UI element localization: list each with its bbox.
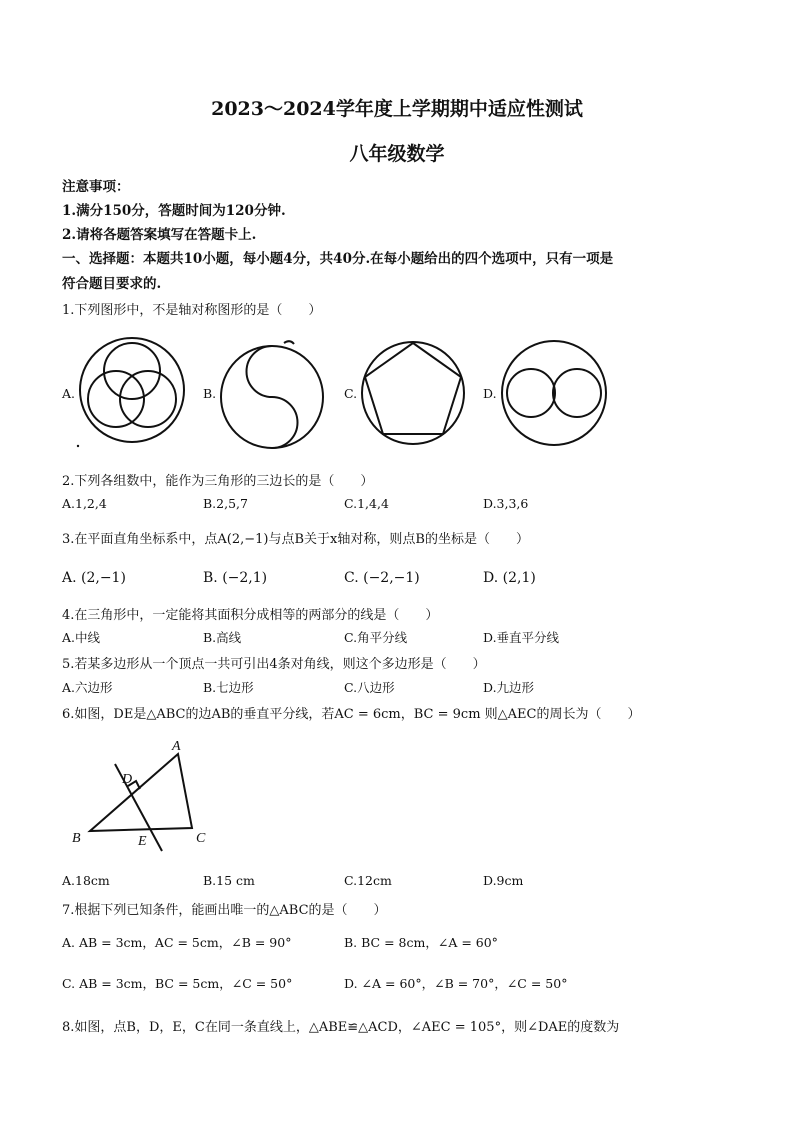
- q1-figure-a: [75, 333, 190, 453]
- question-8-stem: 8.如图，点B，D，E，C在同一条直线上，△ABE≌△ACD，∠AEC = 105°，则∠DAE的度数为: [62, 1020, 620, 1035]
- q5-option-d: D.九边形: [483, 680, 535, 695]
- q6-option-b: B.15 cm: [203, 873, 255, 888]
- q6-triangle-figure: [70, 736, 220, 854]
- q7-option-b: B. BC = 8cm，∠A = 60°: [344, 935, 498, 950]
- q7-option-a: A. AB = 3cm，AC = 5cm，∠B = 90°: [62, 935, 292, 950]
- q1-figure-b: [218, 340, 330, 452]
- q2-option-b: B.2,5,7: [203, 496, 248, 511]
- q1-figure-c: [357, 337, 469, 449]
- q2-option-c: C.1,4,4: [344, 496, 389, 511]
- section-heading-line1: 一、选择题：本题共10小题，每小题4分，共40分.在每小题给出的四个选项中，只有一项是: [62, 251, 614, 267]
- q6-label-d: D: [122, 772, 133, 787]
- q4-option-d: D.垂直平分线: [483, 630, 560, 645]
- q6-option-c: C.12cm: [344, 873, 392, 888]
- q3-option-d: D. (2,1): [483, 570, 536, 586]
- q6-label-e: E: [138, 834, 147, 849]
- notice-heading: 注意事项：: [62, 179, 130, 195]
- q1-option-a-label: A.: [62, 386, 76, 401]
- question-7-stem: 7.根据下列已知条件，能画出唯一的△ABC的是（ ）: [62, 903, 387, 918]
- q7-option-c: C. AB = 3cm，BC = 5cm，∠C = 50°: [62, 976, 293, 991]
- q6-option-d: D.9cm: [483, 873, 524, 888]
- q4-option-c: C.角平分线: [344, 630, 408, 645]
- q3-option-b: B. (−2,1): [203, 570, 268, 586]
- q6-label-b: B: [72, 831, 81, 846]
- question-6-stem: 6.如图，DE是△ABC的边AB的垂直平分线，若AC = 6cm，BC = 9cm 则△AEC的周长为（ ）: [62, 707, 641, 722]
- notice-item-2: 2.请将各题答案填写在答题卡上.: [62, 227, 257, 243]
- q7-option-d: D. ∠A = 60°，∠B = 70°，∠C = 50°: [344, 976, 568, 991]
- question-1-stem: 1.下列图形中，不是轴对称图形的是（ ）: [62, 303, 322, 318]
- question-5-stem: 5.若某多边形从一个顶点一共可引出4条对角线，则这个多边形是（ ）: [62, 657, 486, 672]
- notice-item-1: 1.满分150分，答题时间为120分钟.: [62, 203, 286, 219]
- q4-option-b: B.高线: [203, 630, 242, 645]
- q1-figure-d: [498, 333, 616, 451]
- section-heading-line2: 符合题目要求的.: [62, 276, 162, 292]
- q6-label-c: C: [196, 831, 206, 846]
- exam-subtitle: 八年级数学: [349, 143, 445, 165]
- q1-option-c-label: C.: [344, 386, 358, 401]
- q2-option-d: D.3,3,6: [483, 496, 529, 511]
- question-4-stem: 4.在三角形中，一定能将其面积分成相等的两部分的线是（ ）: [62, 608, 439, 623]
- q5-option-a: A.六边形: [62, 680, 113, 695]
- q5-option-c: C.八边形: [344, 680, 395, 695]
- q3-option-a: A. (2,−1): [62, 570, 126, 586]
- q5-option-b: B.七边形: [203, 680, 254, 695]
- q6-option-a: A.18cm: [62, 873, 110, 888]
- q1-option-b-label: B.: [203, 386, 217, 401]
- q6-label-a: A: [172, 739, 181, 754]
- q4-option-a: A.中线: [62, 630, 101, 645]
- exam-title: 2023～2024学年度上学期期中适应性测试: [211, 98, 583, 120]
- question-2-stem: 2.下列各组数中，能作为三角形的三边长的是（ ）: [62, 474, 374, 489]
- q1-option-d-label: D.: [483, 386, 497, 401]
- q2-option-a: A.1,2,4: [62, 496, 107, 511]
- q3-option-c: C. (−2,−1): [344, 570, 420, 586]
- question-3-stem: 3.在平面直角坐标系中，点A(2,−1)与点B关于x轴对称，则点B的坐标是（ ）: [62, 532, 529, 547]
